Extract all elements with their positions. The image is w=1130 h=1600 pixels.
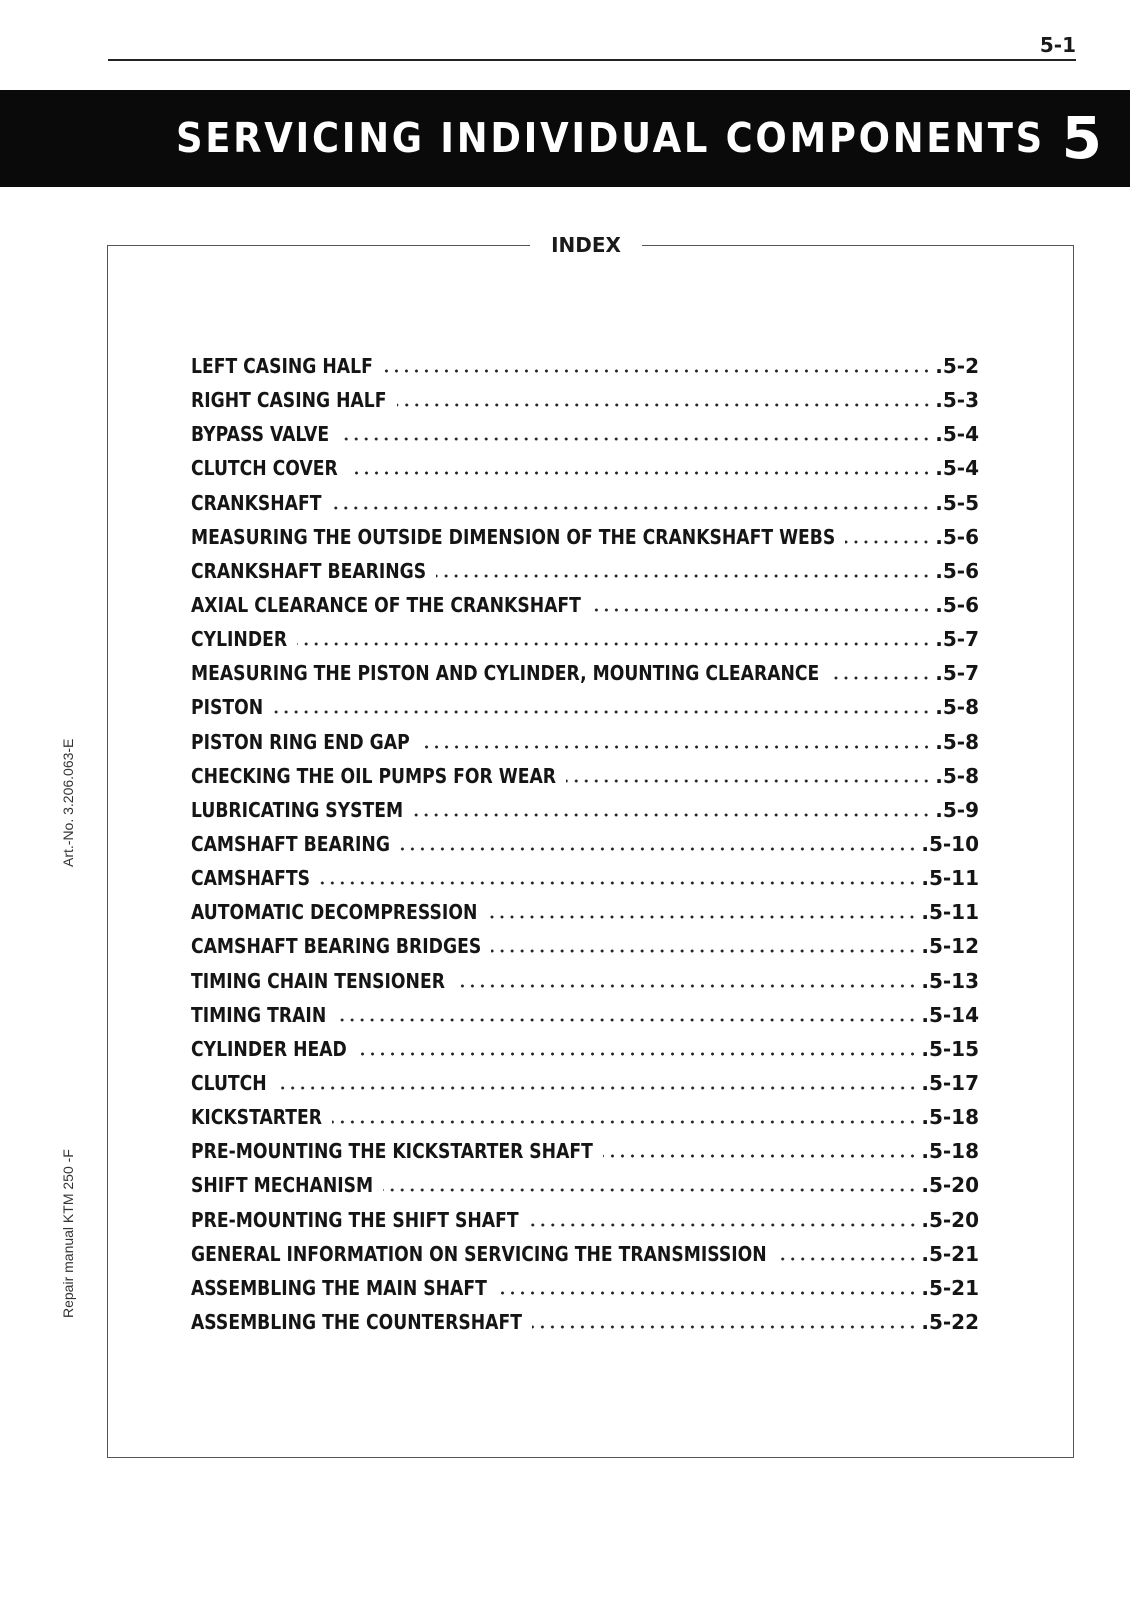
index-entry-page: .5-5 bbox=[935, 490, 979, 515]
index-entry[interactable] bbox=[191, 759, 979, 793]
index-entry-page: .5-12 bbox=[921, 934, 979, 959]
index-entry-page: .5-7 bbox=[935, 627, 979, 652]
dot-leader bbox=[777, 1257, 918, 1261]
index-entry-title: PISTON bbox=[191, 695, 264, 720]
index-entry-page: .5-10 bbox=[921, 831, 979, 856]
dot-leader bbox=[277, 1086, 918, 1090]
index-entry[interactable] bbox=[191, 520, 979, 554]
index-entry[interactable] bbox=[191, 588, 979, 622]
dot-leader bbox=[603, 1154, 917, 1158]
index-entry[interactable] bbox=[191, 861, 979, 895]
index-entry-page: .5-21 bbox=[921, 1275, 979, 1300]
index-entry-title: ASSEMBLING THE COUNTERSHAFT bbox=[191, 1309, 522, 1334]
index-entry-page: .5-11 bbox=[921, 866, 979, 891]
dot-leader bbox=[420, 745, 932, 749]
index-entry-title: CLUTCH bbox=[191, 1070, 267, 1095]
dot-leader bbox=[336, 1018, 917, 1022]
index-entry[interactable] bbox=[191, 690, 979, 724]
page-number: 5-1 bbox=[1039, 33, 1076, 57]
index-entry-title: SHIFT MECHANISM bbox=[191, 1173, 374, 1198]
index-entry[interactable] bbox=[191, 895, 979, 929]
index-entry-title: CAMSHAFT BEARING BRIDGES bbox=[191, 934, 482, 959]
index-entry-title: RIGHT CASING HALF bbox=[191, 388, 387, 413]
index-entry-page: .5-9 bbox=[935, 797, 979, 822]
dot-leader bbox=[436, 574, 931, 578]
index-entry[interactable] bbox=[191, 417, 979, 451]
index-entry-title: LUBRICATING SYSTEM bbox=[191, 797, 404, 822]
index-entry-page: .5-15 bbox=[921, 1036, 979, 1061]
index-entry[interactable] bbox=[191, 827, 979, 861]
index-entry-page: .5-8 bbox=[935, 763, 979, 788]
index-entry-page: .5-21 bbox=[921, 1241, 979, 1266]
dot-leader bbox=[566, 779, 931, 783]
index-entry[interactable] bbox=[191, 622, 979, 656]
index-entry-page: .5-18 bbox=[921, 1105, 979, 1130]
index-entry[interactable] bbox=[191, 1237, 979, 1271]
index-entry[interactable] bbox=[191, 451, 979, 485]
chapter-number: 5 bbox=[1061, 104, 1102, 172]
index-entry-title: PRE-MOUNTING THE SHIFT SHAFT bbox=[191, 1207, 519, 1232]
index-entry-page: .5-17 bbox=[921, 1070, 979, 1095]
index-entry-page: .5-6 bbox=[935, 558, 979, 583]
index-entry-title: CLUTCH COVER bbox=[191, 456, 338, 481]
dot-leader bbox=[297, 642, 931, 646]
dot-leader bbox=[348, 471, 932, 475]
index-entry[interactable] bbox=[191, 929, 979, 963]
dot-leader bbox=[591, 608, 931, 612]
dot-leader bbox=[397, 403, 932, 407]
index-entry-title: GENERAL INFORMATION ON SERVICING THE TRANSMISSION bbox=[191, 1241, 767, 1266]
index-entry-title: BYPASS VALVE bbox=[191, 422, 330, 447]
dot-leader bbox=[487, 915, 917, 919]
index-entry-page: .5-20 bbox=[921, 1207, 979, 1232]
index-entry-page: .5-13 bbox=[921, 968, 979, 993]
dot-leader bbox=[413, 813, 931, 817]
index-entry-title: KICKSTARTER bbox=[191, 1105, 322, 1130]
dot-leader bbox=[532, 1325, 917, 1329]
dot-leader bbox=[332, 1120, 917, 1124]
dot-leader bbox=[529, 1223, 918, 1227]
index-entry[interactable] bbox=[191, 1305, 979, 1339]
index-entry-title: ASSEMBLING THE MAIN SHAFT bbox=[191, 1275, 487, 1300]
index-entry[interactable] bbox=[191, 1100, 979, 1134]
chapter-title: SERVICING INDIVIDUAL COMPONENTS bbox=[176, 114, 1045, 162]
chapter-title-bar bbox=[0, 90, 1130, 187]
index-entry-page: .5-22 bbox=[921, 1309, 979, 1334]
index-entry-page: .5-4 bbox=[935, 456, 979, 481]
index-entry[interactable] bbox=[191, 383, 979, 417]
index-entry-title: PISTON RING END GAP bbox=[191, 729, 410, 754]
index-entry-title: CAMSHAFT BEARING bbox=[191, 831, 390, 856]
manual-label: Repair manual KTM 250 -F bbox=[60, 1149, 76, 1318]
index-entry[interactable] bbox=[191, 998, 979, 1032]
index-entry[interactable] bbox=[191, 1032, 979, 1066]
index-entry-title: TIMING TRAIN bbox=[191, 1002, 327, 1027]
index-entry[interactable] bbox=[191, 1134, 979, 1168]
index-entry-page: .5-6 bbox=[935, 524, 979, 549]
index-entry-page: .5-7 bbox=[935, 661, 979, 686]
dot-leader bbox=[331, 506, 931, 510]
index-entry-title: CRANKSHAFT bbox=[191, 490, 322, 515]
index-entry-page: .5-8 bbox=[935, 729, 979, 754]
dot-leader bbox=[320, 881, 917, 885]
index-entry-title: AUTOMATIC DECOMPRESSION bbox=[191, 900, 478, 925]
dot-leader bbox=[497, 1291, 918, 1295]
index-entry-title: AXIAL CLEARANCE OF THE CRANKSHAFT bbox=[191, 592, 581, 617]
index-entry[interactable] bbox=[191, 486, 979, 520]
index-entry-title: CHECKING THE OIL PUMPS FOR WEAR bbox=[191, 763, 557, 788]
dot-leader bbox=[400, 847, 917, 851]
dot-leader bbox=[829, 676, 931, 680]
index-entry[interactable] bbox=[191, 1203, 979, 1237]
index-entry-title: MEASURING THE PISTON AND CYLINDER, MOUNTING CLEARANCE bbox=[191, 661, 820, 686]
index-entry-page: .5-2 bbox=[935, 354, 979, 378]
index-entry-page: .5-4 bbox=[935, 422, 979, 447]
index-entry-title: CRANKSHAFT BEARINGS bbox=[191, 558, 427, 583]
index-entry[interactable] bbox=[191, 554, 979, 588]
dot-leader bbox=[357, 1052, 918, 1056]
art-number-label: Art.-No. 3.206.063-E bbox=[60, 738, 76, 867]
index-entry-title: CYLINDER bbox=[191, 627, 288, 652]
index-entry[interactable] bbox=[191, 1271, 979, 1305]
dot-leader bbox=[491, 949, 917, 953]
dot-leader bbox=[845, 540, 931, 544]
dot-leader bbox=[383, 369, 931, 373]
index-entry[interactable] bbox=[191, 349, 979, 383]
dot-leader bbox=[383, 1188, 917, 1192]
index-entry[interactable] bbox=[191, 1066, 979, 1100]
index-entry[interactable] bbox=[191, 793, 979, 827]
index-entry-title: MEASURING THE OUTSIDE DIMENSION OF THE CRANKSHAFT WEBS bbox=[191, 524, 836, 549]
header-rule bbox=[108, 59, 1076, 61]
index-entry[interactable] bbox=[191, 725, 979, 759]
index-entry[interactable] bbox=[191, 656, 979, 690]
index-heading: INDEX bbox=[530, 233, 642, 257]
index-entry[interactable] bbox=[191, 1168, 979, 1202]
dot-leader bbox=[455, 984, 917, 988]
index-entry-title: LEFT CASING HALF bbox=[191, 354, 373, 378]
index-entry-page: .5-18 bbox=[921, 1139, 979, 1164]
index-list bbox=[191, 349, 979, 1339]
dot-leader bbox=[273, 710, 931, 714]
index-entry-page: .5-8 bbox=[935, 695, 979, 720]
index-entry-page: .5-3 bbox=[935, 388, 979, 413]
index-entry-page: .5-11 bbox=[921, 900, 979, 925]
index-entry-title: CYLINDER HEAD bbox=[191, 1036, 347, 1061]
index-entry-title: CAMSHAFTS bbox=[191, 866, 311, 891]
index-entry[interactable] bbox=[191, 964, 979, 998]
index-entry-page: .5-6 bbox=[935, 592, 979, 617]
index-entry-page: .5-20 bbox=[921, 1173, 979, 1198]
index-entry-title: TIMING CHAIN TENSIONER bbox=[191, 968, 445, 993]
index-entry-title: PRE-MOUNTING THE KICKSTARTER SHAFT bbox=[191, 1139, 593, 1164]
index-entry-page: .5-14 bbox=[921, 1002, 979, 1027]
dot-leader bbox=[339, 437, 931, 441]
